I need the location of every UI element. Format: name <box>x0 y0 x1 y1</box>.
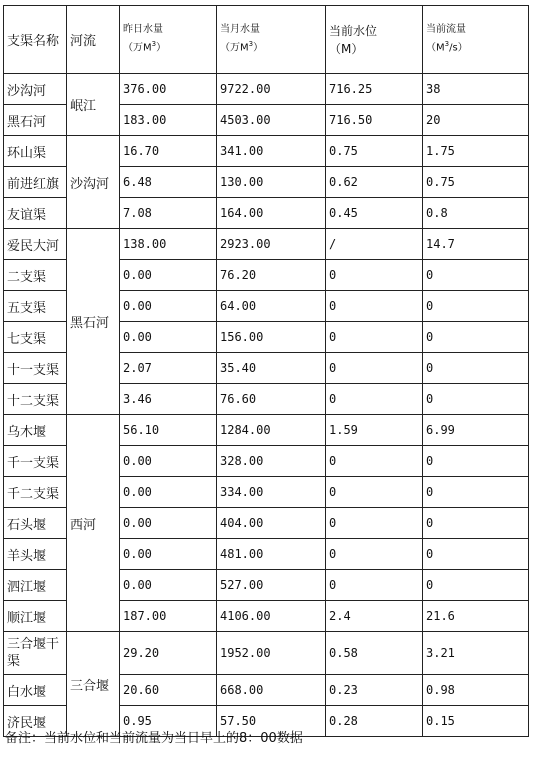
flow-cell: 38 <box>423 74 529 105</box>
flow-cell: 21.6 <box>423 601 529 632</box>
header-month-unit: （万$M^3$） <box>220 40 264 54</box>
header-level-unit: （M） <box>329 41 364 56</box>
flow-cell: 0 <box>423 291 529 322</box>
yesterday-volume-cell: 6.48 <box>120 167 217 198</box>
table-row <box>4 415 529 446</box>
yesterday-volume-cell: 0.00 <box>120 322 217 353</box>
yesterday-volume-cell: 2.07 <box>120 353 217 384</box>
month-volume-cell: 481.00 <box>217 539 326 570</box>
header-yesterday-volume <box>120 6 217 74</box>
flow-cell: 0 <box>423 322 529 353</box>
channel-name-cell: 七支渠 <box>4 322 67 353</box>
water-level-cell: / <box>326 229 423 260</box>
yesterday-volume-cell: 20.60 <box>120 675 217 706</box>
yesterday-volume-cell: 0.95 <box>120 706 217 737</box>
channel-name-cell: 五支渠 <box>4 291 67 322</box>
month-volume-cell: 76.20 <box>217 260 326 291</box>
table-row <box>4 229 529 260</box>
water-data-table <box>3 5 529 737</box>
yesterday-volume-cell: 0.00 <box>120 291 217 322</box>
channel-name-cell: 二支渠 <box>4 260 67 291</box>
flow-cell: 0 <box>423 570 529 601</box>
river-cell: 西河 <box>67 415 120 632</box>
flow-cell: 0 <box>423 446 529 477</box>
water-level-cell: 716.50 <box>326 105 423 136</box>
channel-name-cell: 石头堰 <box>4 508 67 539</box>
table-row <box>4 136 529 167</box>
yesterday-volume-cell: 29.20 <box>120 632 217 675</box>
water-level-cell: 0 <box>326 260 423 291</box>
footnote: 备注：当前水位和当前流量为当日早上的8：00数据 <box>5 731 303 746</box>
flow-cell: 0 <box>423 508 529 539</box>
month-volume-cell: 2923.00 <box>217 229 326 260</box>
channel-name-cell: 三合堰干渠 <box>4 632 67 675</box>
table-header-row <box>4 6 529 74</box>
flow-cell: 0.98 <box>423 675 529 706</box>
month-volume-cell: 64.00 <box>217 291 326 322</box>
flow-cell: 0 <box>423 539 529 570</box>
month-volume-cell: 4106.00 <box>217 601 326 632</box>
water-level-cell: 0 <box>326 384 423 415</box>
month-volume-cell: 9722.00 <box>217 74 326 105</box>
channel-name-cell: 羊头堰 <box>4 539 67 570</box>
month-volume-cell: 328.00 <box>217 446 326 477</box>
month-volume-cell: 4503.00 <box>217 105 326 136</box>
channel-name-cell: 千二支渠 <box>4 477 67 508</box>
channel-name-cell: 爱民大河 <box>4 229 67 260</box>
water-level-cell: 0.28 <box>326 706 423 737</box>
month-volume-cell: 404.00 <box>217 508 326 539</box>
flow-cell: 0 <box>423 260 529 291</box>
yesterday-volume-cell: 3.46 <box>120 384 217 415</box>
yesterday-volume-cell: 376.00 <box>120 74 217 105</box>
river-cell: 岷江 <box>67 74 120 136</box>
month-volume-cell: 164.00 <box>217 198 326 229</box>
water-level-cell: 0.58 <box>326 632 423 675</box>
water-level-cell: 2.4 <box>326 601 423 632</box>
flow-cell: 0 <box>423 477 529 508</box>
water-level-cell: 0.75 <box>326 136 423 167</box>
water-level-cell: 0 <box>326 477 423 508</box>
water-level-cell: 0.45 <box>326 198 423 229</box>
flow-cell: 0 <box>423 384 529 415</box>
header-month-volume <box>217 6 326 74</box>
channel-name-cell: 十二支渠 <box>4 384 67 415</box>
header-channel-name: 支渠名称 <box>4 6 67 74</box>
water-level-cell: 1.59 <box>326 415 423 446</box>
flow-cell: 0.15 <box>423 706 529 737</box>
water-level-cell: 0 <box>326 446 423 477</box>
month-volume-cell: 334.00 <box>217 477 326 508</box>
flow-cell: 20 <box>423 105 529 136</box>
water-level-cell: 0 <box>326 291 423 322</box>
flow-cell: 6.99 <box>423 415 529 446</box>
river-cell: 黑石河 <box>67 229 120 415</box>
water-level-cell: 0.23 <box>326 675 423 706</box>
yesterday-volume-cell: 16.70 <box>120 136 217 167</box>
month-volume-cell: 57.50 <box>217 706 326 737</box>
table-row <box>4 632 529 675</box>
water-level-cell: 0 <box>326 539 423 570</box>
yesterday-volume-cell: 0.00 <box>120 508 217 539</box>
water-level-cell: 0 <box>326 353 423 384</box>
header-flow-unit: $(M^3/s)$ <box>426 40 468 54</box>
flow-cell: 1.75 <box>423 136 529 167</box>
month-volume-cell: 35.40 <box>217 353 326 384</box>
month-volume-cell: 156.00 <box>217 322 326 353</box>
flow-cell: 14.7 <box>423 229 529 260</box>
channel-name-cell: 沙沟河 <box>4 74 67 105</box>
water-level-cell: 0 <box>326 322 423 353</box>
month-volume-cell: 527.00 <box>217 570 326 601</box>
yesterday-volume-cell: 187.00 <box>120 601 217 632</box>
channel-name-cell: 泗江堰 <box>4 570 67 601</box>
month-volume-cell: 1284.00 <box>217 415 326 446</box>
channel-name-cell: 乌木堰 <box>4 415 67 446</box>
flow-cell: 0.8 <box>423 198 529 229</box>
channel-name-cell: 济民堰 <box>4 706 67 737</box>
channel-name-cell: 千一支渠 <box>4 446 67 477</box>
channel-name-cell: 白水堰 <box>4 675 67 706</box>
month-volume-cell: 668.00 <box>217 675 326 706</box>
header-yesterday-unit: （万$M^3$） <box>123 40 167 54</box>
yesterday-volume-cell: 0.00 <box>120 446 217 477</box>
month-volume-cell: 76.60 <box>217 384 326 415</box>
yesterday-volume-cell: 0.00 <box>120 570 217 601</box>
channel-name-cell: 友谊渠 <box>4 198 67 229</box>
flow-cell: 3.21 <box>423 632 529 675</box>
flow-cell: 0.75 <box>423 167 529 198</box>
yesterday-volume-cell: 138.00 <box>120 229 217 260</box>
channel-name-cell: 顺江堰 <box>4 601 67 632</box>
header-flow-title: 当前流量 <box>426 24 466 36</box>
yesterday-volume-cell: 0.00 <box>120 539 217 570</box>
yesterday-volume-cell: 183.00 <box>120 105 217 136</box>
month-volume-cell: 130.00 <box>217 167 326 198</box>
water-level-cell: 0 <box>326 508 423 539</box>
header-month-title: 当月水量 <box>220 24 260 36</box>
table-row <box>4 74 529 105</box>
header-level-title: 当前水位 <box>329 23 378 38</box>
yesterday-volume-cell: 7.08 <box>120 198 217 229</box>
channel-name-cell: 前进红旗 <box>4 167 67 198</box>
yesterday-volume-cell: 0.00 <box>120 477 217 508</box>
water-level-cell: 0 <box>326 570 423 601</box>
header-yesterday-title: 昨日水量 <box>123 24 163 36</box>
channel-name-cell: 环山渠 <box>4 136 67 167</box>
header-flow <box>423 6 529 74</box>
yesterday-volume-cell: 0.00 <box>120 260 217 291</box>
water-level-cell: 716.25 <box>326 74 423 105</box>
header-river: 河流 <box>67 6 120 74</box>
header-water-level <box>326 6 423 74</box>
month-volume-cell: 1952.00 <box>217 632 326 675</box>
channel-name-cell: 黑石河 <box>4 105 67 136</box>
channel-name-cell: 十一支渠 <box>4 353 67 384</box>
month-volume-cell: 341.00 <box>217 136 326 167</box>
flow-cell: 0 <box>423 353 529 384</box>
water-level-cell: 0.62 <box>326 167 423 198</box>
river-cell: 沙沟河 <box>67 136 120 229</box>
yesterday-volume-cell: 56.10 <box>120 415 217 446</box>
river-cell: 三合堰 <box>67 632 120 737</box>
